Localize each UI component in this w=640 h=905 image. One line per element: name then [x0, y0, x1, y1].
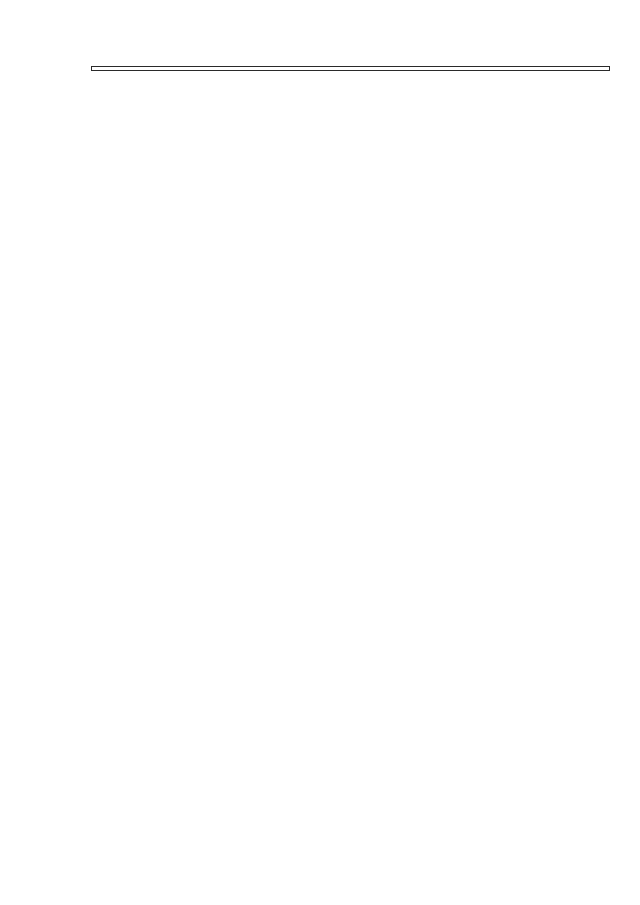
section-header-row [92, 67, 610, 71]
section-title [92, 67, 610, 71]
regulations-table [91, 66, 610, 71]
table-section [92, 67, 610, 71]
